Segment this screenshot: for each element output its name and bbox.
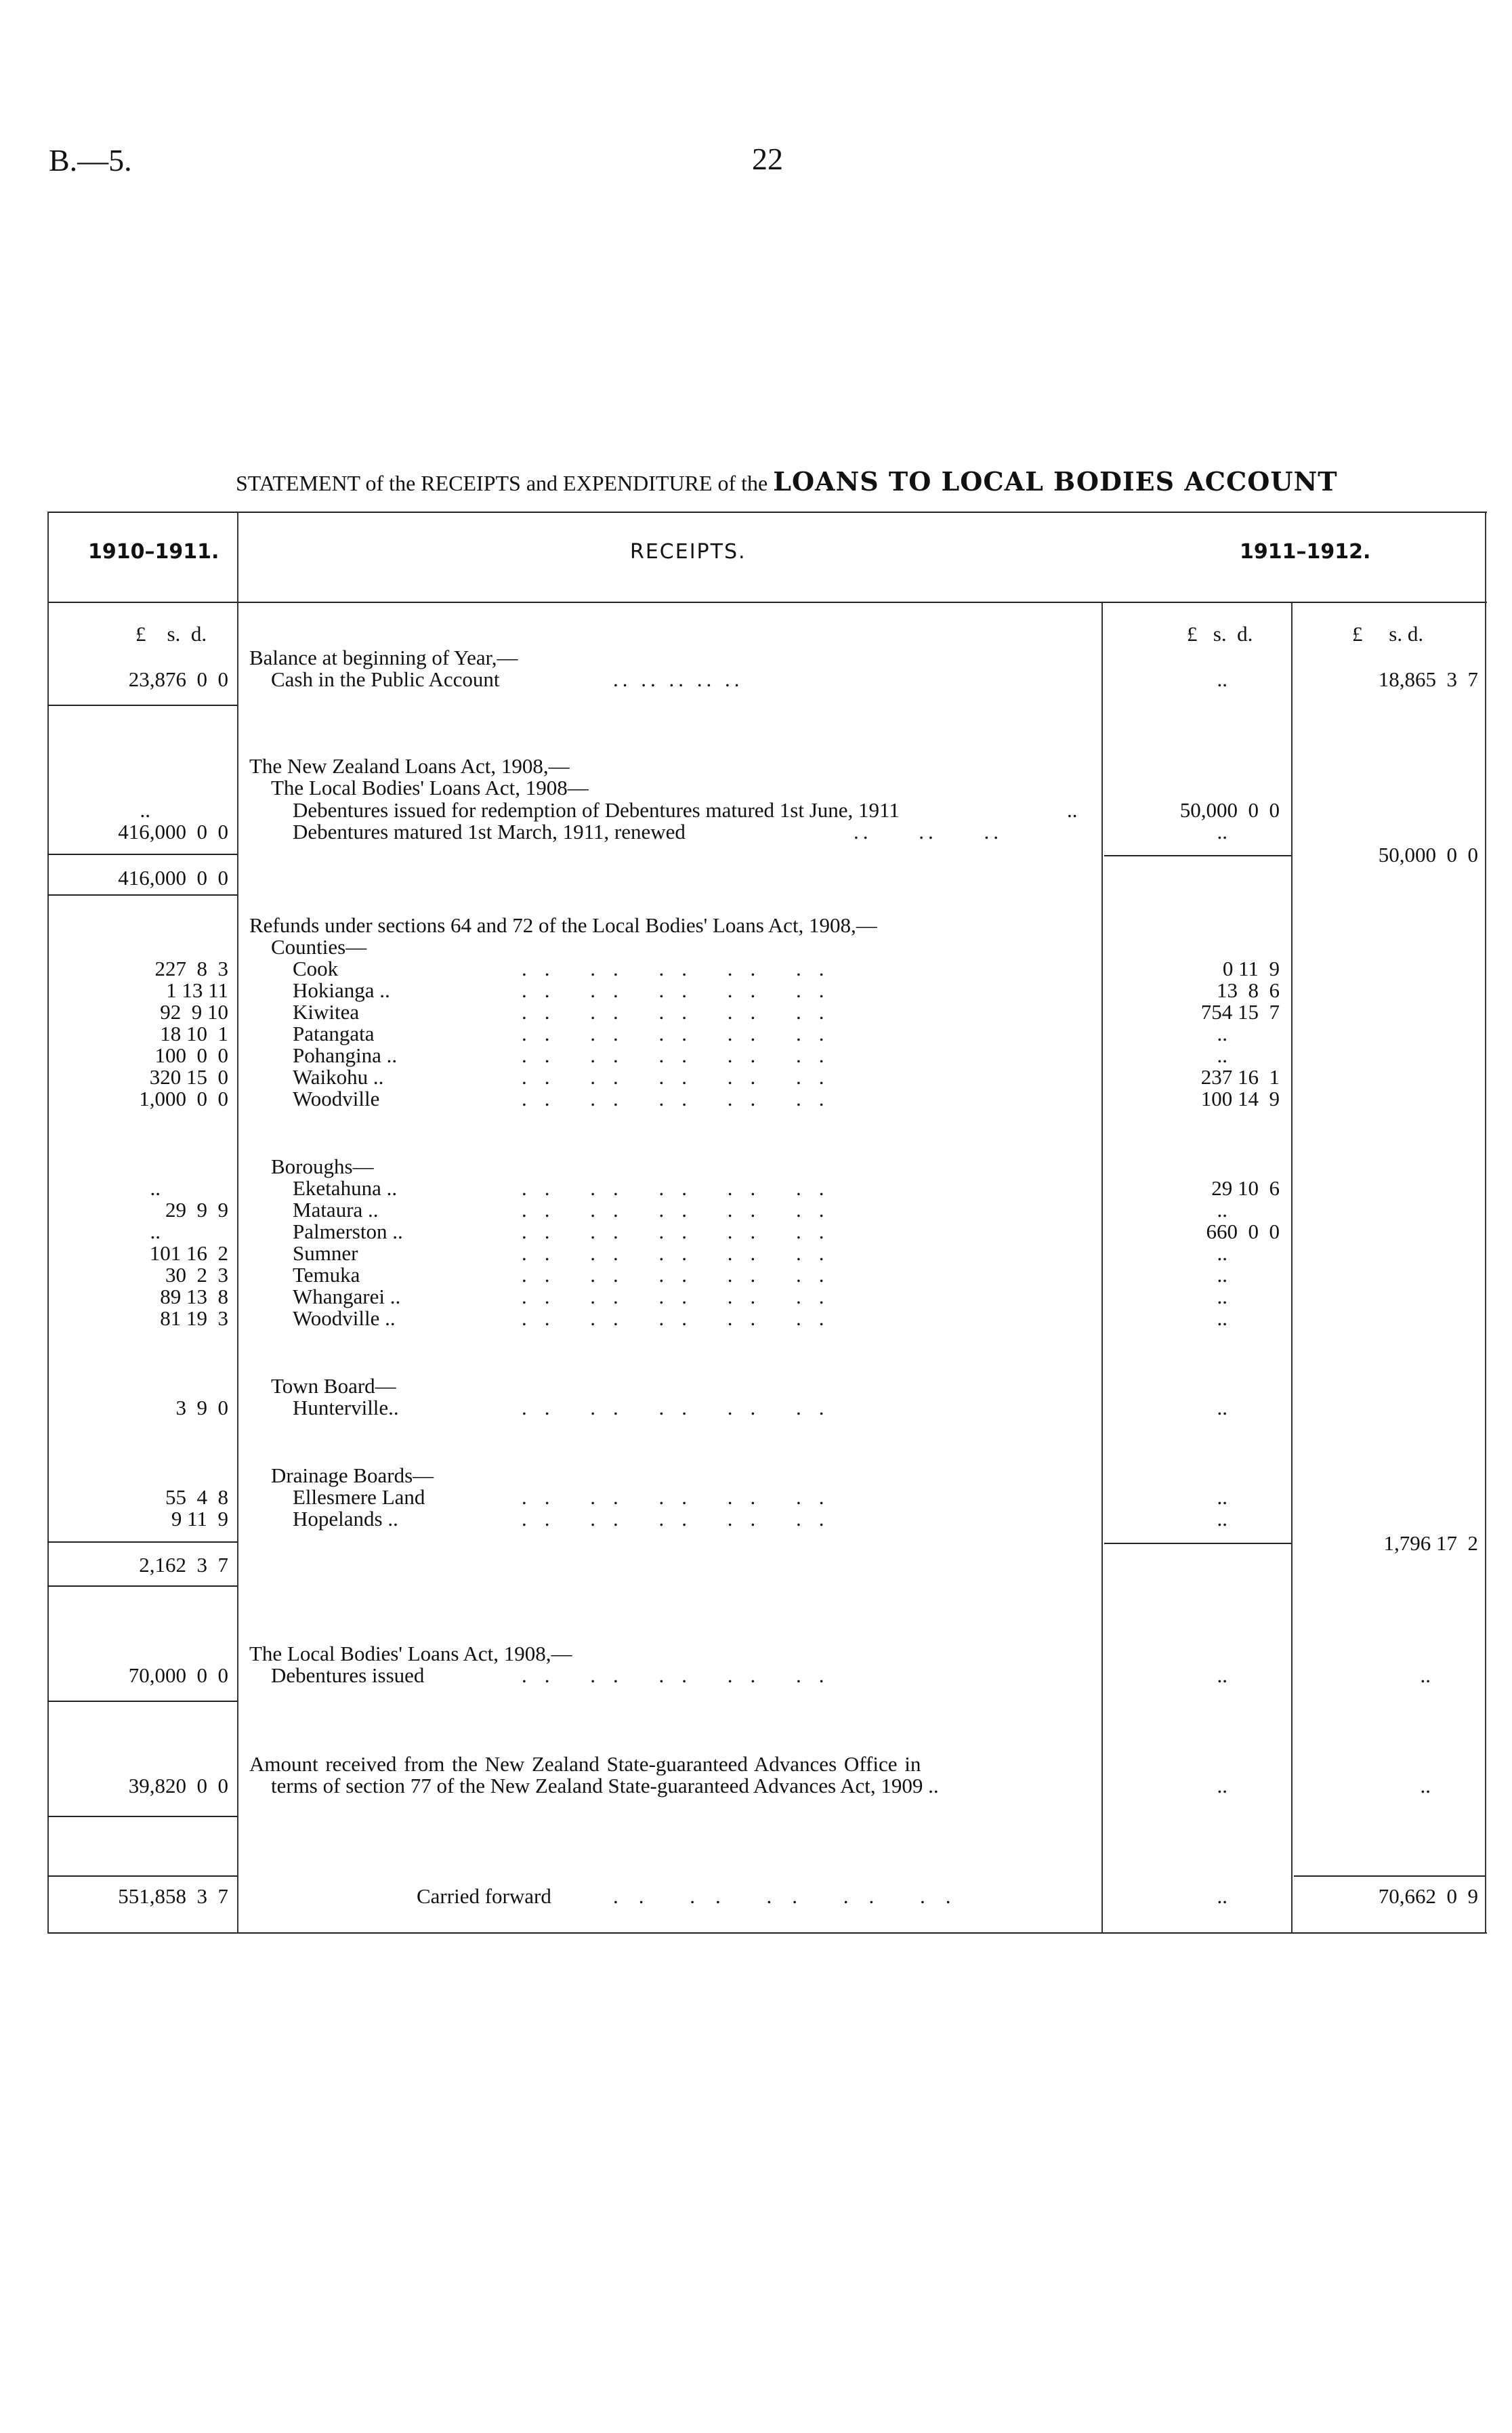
leader: .. .. .. .. ..	[522, 1263, 842, 1287]
carried-forward-label: Carried forward	[417, 1884, 551, 1908]
debentures-issued-mid: ..	[1217, 1663, 1227, 1687]
county-left: 92 9 10	[160, 1000, 228, 1024]
balance-rule	[47, 705, 237, 706]
advances-mid: ..	[1217, 1774, 1227, 1797]
header-bottom-rule	[47, 602, 1487, 603]
advances-right: ..	[1420, 1774, 1431, 1797]
county-mid: ..	[1217, 1022, 1227, 1045]
page-number: 22	[752, 142, 783, 176]
list-item: Patangata	[293, 1022, 375, 1045]
county-left: 18 10 1	[160, 1022, 228, 1045]
col-divider-3	[1291, 603, 1293, 1932]
town-left: 3 9 0	[175, 1396, 228, 1419]
nz-loans-subtotal-left: 416,000 0 0	[118, 866, 228, 890]
leader: .. .. .. .. ..	[522, 1043, 842, 1067]
leader: .. .. .. .. ..	[522, 1065, 842, 1089]
carried-forward-left: 551,858 3 7	[118, 1884, 228, 1908]
county-mid: ..	[1217, 1043, 1227, 1067]
leader: .. .. .. .. ..	[522, 1220, 842, 1243]
leader: .. .. .. .. ..	[522, 1241, 842, 1265]
leader: .. .. .. .. ..	[522, 1306, 842, 1330]
units-right: £ s. d.	[1352, 622, 1424, 646]
nz-loans-left-rule	[47, 854, 237, 855]
debentures-redemption: Debentures issued for redemption of Debentures matured 1st June, 1911	[293, 798, 900, 822]
list-item: Hopelands ..	[293, 1507, 398, 1531]
table-top-rule	[47, 512, 1487, 513]
borough-mid: ..	[1217, 1263, 1227, 1287]
refunds-heading: Refunds under sections 64 and 72 of the Local Bodies' Loans Act, 1908,—	[249, 913, 877, 937]
col-divider-left-edge	[47, 512, 49, 1934]
carried-right-rule	[1294, 1875, 1485, 1877]
title-account: LOANS TO LOCAL BODIES ACCOUNT	[773, 466, 1338, 497]
list-item: Woodville	[293, 1087, 380, 1110]
list-item: Temuka	[293, 1263, 360, 1287]
leader: .. .. .. .. ..	[522, 1396, 842, 1419]
borough-mid: 660 0 0	[1206, 1220, 1280, 1243]
units-left: £ s. d.	[135, 622, 207, 646]
debentures-issued-leader: .. .. .. .. ..	[522, 1663, 842, 1687]
local-bodies-rule	[47, 1701, 237, 1702]
balance-left: 23,876 0 0	[128, 667, 228, 691]
advances-line-1: Amount received from the New Zealand State-guaranteed Advances Office in	[249, 1752, 921, 1776]
refunds-mid-rule	[1104, 1543, 1291, 1544]
list-item: Ellesmere Land	[293, 1485, 425, 1509]
drainage-left: 9 11 9	[171, 1507, 228, 1531]
list-item: Kiwitea	[293, 1000, 360, 1024]
drainage-left: 55 4 8	[165, 1485, 228, 1509]
carried-forward-mid: ..	[1217, 1884, 1227, 1908]
borough-left: 30 2 3	[165, 1263, 228, 1287]
county-left: 227 8 3	[154, 957, 228, 980]
borough-left: 29 9 9	[165, 1198, 228, 1222]
leader: .. .. .. .. ..	[522, 1087, 842, 1110]
nz-loans-mid-rule	[1104, 855, 1291, 856]
col-divider-2	[1101, 603, 1103, 1932]
counties-heading: Counties—	[271, 935, 367, 959]
county-left: 1,000 0 0	[139, 1087, 228, 1110]
debentures-renewed: Debentures matured 1st March, 1911, renewed	[293, 820, 686, 844]
town-mid: ..	[1217, 1396, 1227, 1419]
list-item: Eketahuna ..	[293, 1176, 398, 1200]
list-item: Pohangina ..	[293, 1043, 398, 1067]
refunds-left-rule	[47, 1541, 237, 1543]
leader: .. .. .. .. ..	[522, 1000, 842, 1024]
list-item: Waikohu ..	[293, 1065, 384, 1089]
drainage-heading: Drainage Boards—	[271, 1463, 434, 1487]
debentures-issued-right: ..	[1420, 1663, 1431, 1687]
carried-forward-right: 70,662 0 9	[1378, 1884, 1478, 1908]
renewed-mid: ..	[1217, 820, 1227, 844]
local-bodies-heading: The Local Bodies' Loans Act, 1908—	[271, 776, 589, 799]
advances-rule	[47, 1816, 237, 1817]
col-divider-right-edge	[1485, 512, 1486, 1934]
drainage-mid: ..	[1217, 1507, 1227, 1531]
county-left: 320 15 0	[149, 1065, 228, 1089]
local-bodies-act-heading: The Local Bodies' Loans Act, 1908,—	[249, 1642, 572, 1665]
balance-leader: .. .. .. .. ..	[613, 667, 744, 691]
table-bottom-rule	[47, 1932, 1487, 1934]
borough-left: ..	[150, 1176, 161, 1200]
nz-loans-left-rule-2	[47, 894, 237, 896]
carried-left-rule	[47, 1875, 237, 1877]
list-item: Cook	[293, 957, 339, 980]
borough-mid: ..	[1217, 1285, 1227, 1308]
redemption-leader: ..	[1067, 798, 1078, 822]
list-item: Palmerston ..	[293, 1220, 403, 1243]
col-header-1911: 1911–1912.	[1240, 540, 1371, 564]
borough-left: 101 16 2	[149, 1241, 228, 1265]
borough-left: ..	[150, 1220, 161, 1243]
leader: .. .. .. .. ..	[522, 1176, 842, 1200]
borough-left: 89 13 8	[160, 1285, 228, 1308]
borough-mid: ..	[1217, 1241, 1227, 1265]
nz-loans-subtotal-right: 50,000 0 0	[1378, 843, 1478, 867]
leader: .. .. .. .. ..	[522, 957, 842, 980]
carried-forward-leader: .. .. .. .. ..	[613, 1884, 971, 1908]
borough-left: 81 19 3	[160, 1306, 228, 1330]
units-mid: £ s. d.	[1187, 622, 1253, 646]
redemption-mid: 50,000 0 0	[1179, 798, 1280, 822]
list-item: Woodville ..	[293, 1306, 396, 1330]
series-code: B.—5.	[49, 143, 132, 178]
advances-line-2: terms of section 77 of the New Zealand State-guaranteed Advances Act, 1909 ..	[271, 1774, 939, 1797]
col-header-1910: 1910–1911.	[88, 540, 219, 564]
leader: .. .. .. .. ..	[522, 1022, 842, 1045]
renewed-leader: .. .. ..	[854, 820, 1003, 844]
list-item: Hokianga ..	[293, 978, 390, 1002]
county-left: 100 0 0	[154, 1043, 228, 1067]
town-board-heading: Town Board—	[271, 1374, 396, 1398]
leader: .. .. .. .. ..	[522, 1198, 842, 1222]
leader: .. .. .. .. ..	[522, 1507, 842, 1531]
list-item: Sumner	[293, 1241, 358, 1265]
county-mid: 0 11 9	[1222, 957, 1280, 980]
borough-mid: ..	[1217, 1198, 1227, 1222]
balance-right: 18,865 3 7	[1378, 667, 1478, 691]
borough-mid: 29 10 6	[1211, 1176, 1280, 1200]
refunds-total-left: 2,162 3 7	[139, 1553, 228, 1577]
list-item: Whangarei ..	[293, 1285, 401, 1308]
boroughs-heading: Boroughs—	[271, 1155, 374, 1178]
statement-title	[236, 466, 1338, 497]
county-mid: 13 8 6	[1217, 978, 1280, 1002]
county-left: 1 13 11	[166, 978, 228, 1002]
redemption-left: ..	[140, 798, 150, 822]
debentures-issued-left: 70,000 0 0	[128, 1663, 228, 1687]
debentures-issued: Debentures issued	[271, 1663, 425, 1687]
refunds-left-rule-2	[47, 1585, 237, 1587]
county-mid: 754 15 7	[1200, 1000, 1280, 1024]
borough-mid: ..	[1217, 1306, 1227, 1330]
drainage-mid: ..	[1217, 1485, 1227, 1509]
renewed-left: 416,000 0 0	[118, 820, 228, 844]
list-item: Hunterville..	[293, 1396, 399, 1419]
county-mid: 237 16 1	[1200, 1065, 1280, 1089]
list-item: Mataura ..	[293, 1198, 379, 1222]
balance-heading: Balance at beginning of Year,—	[249, 646, 518, 669]
leader: .. .. .. .. ..	[522, 1485, 842, 1509]
col-divider-1	[237, 512, 238, 1934]
advances-left: 39,820 0 0	[128, 1774, 228, 1797]
title-prefix: STATEMENT of the RECEIPTS and EXPENDITURE of the	[236, 471, 768, 495]
col-header-receipts: RECEIPTS.	[630, 540, 747, 564]
leader: .. .. .. .. ..	[522, 1285, 842, 1308]
balance-mid: ..	[1217, 667, 1227, 691]
refunds-total-right: 1,796 17 2	[1383, 1531, 1478, 1555]
nz-loans-heading: The New Zealand Loans Act, 1908,—	[249, 754, 570, 778]
leader: .. .. .. .. ..	[522, 978, 842, 1002]
balance-line: Cash in the Public Account	[271, 667, 500, 691]
county-mid: 100 14 9	[1200, 1087, 1280, 1110]
